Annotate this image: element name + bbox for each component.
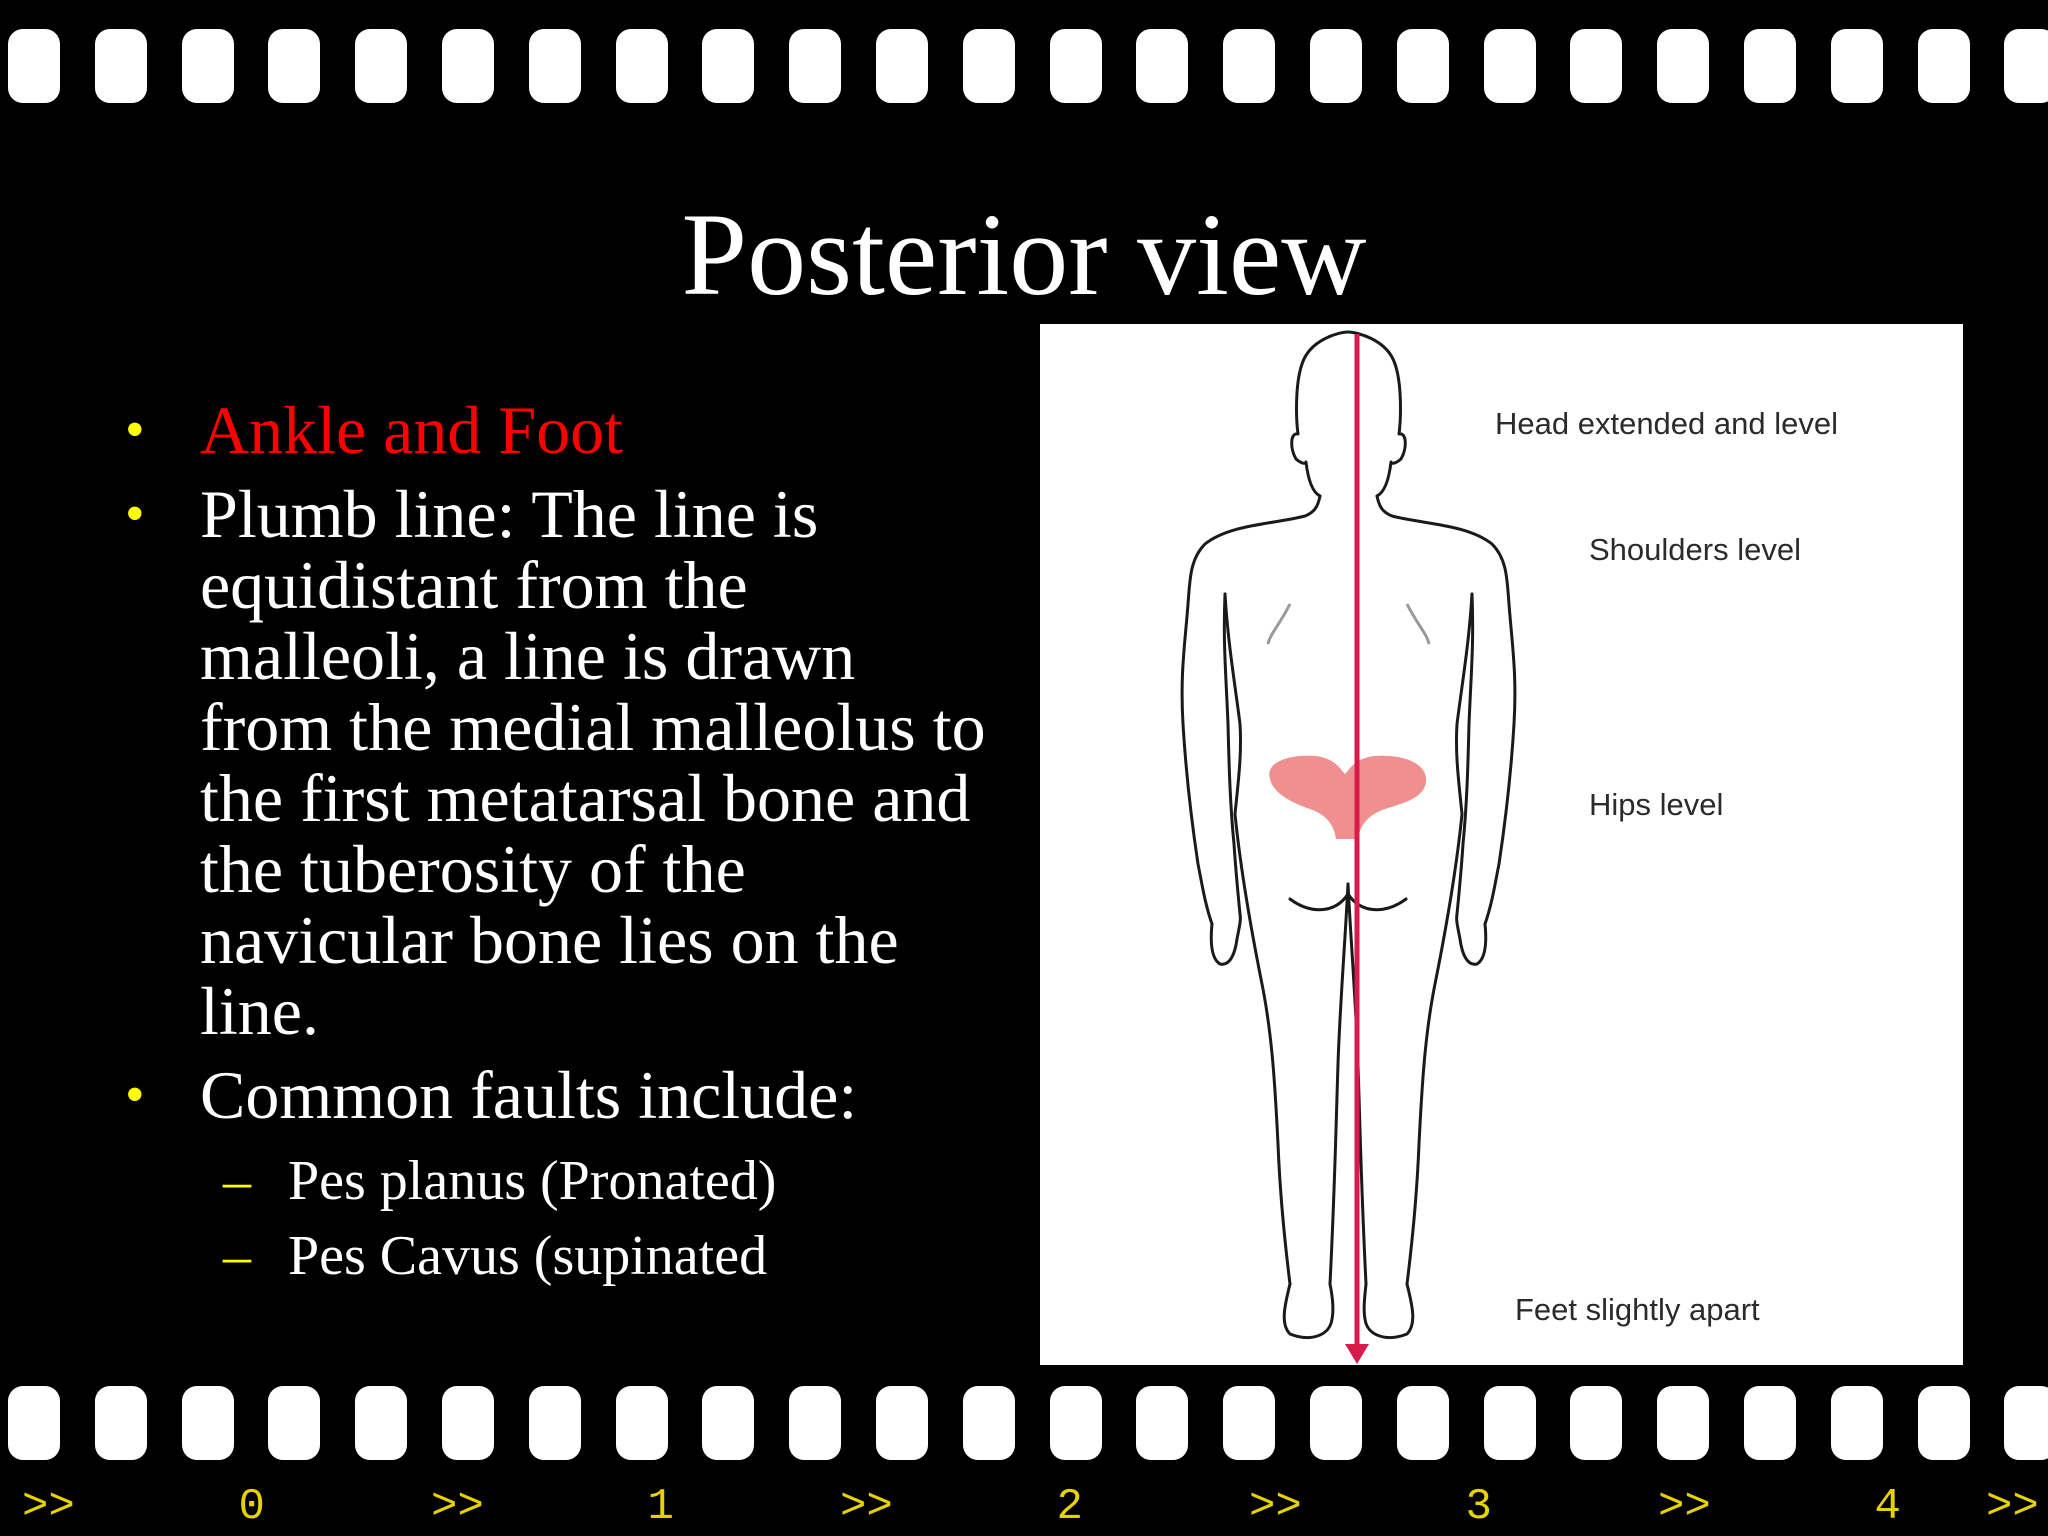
sub-bullet-item [120,1144,1000,1219]
bullet-text-plumb-line: Plumb line: The line is equidistant from the malleoli, a line is drawn from the medial malleolus to the first metatarsal bone and the tuberosity of the navicular bone lies on the line. [200,476,986,1049]
label-head: Head extended and level [1495,406,1838,441]
sprocket-hole [1223,29,1275,103]
body-outline-figure [1040,324,1963,1365]
bullet-item [120,392,1000,468]
bullet-list [120,392,1000,1294]
counter-arrow: >> [1249,1482,1302,1532]
bullet-dot-icon: • [125,1064,145,1126]
sprocket-hole [1397,1386,1449,1460]
sprocket-hole [963,29,1015,103]
counter-number: 2 [1056,1482,1083,1532]
sprocket-hole [268,29,320,103]
sprocket-hole [1484,29,1536,103]
counter-arrow: >> [22,1482,75,1532]
counter-arrow: >> [840,1482,893,1532]
sprocket-hole [1397,29,1449,103]
sprocket-hole [702,1386,754,1460]
dash-icon: – [223,1150,251,1212]
sprocket-hole [2004,1386,2048,1460]
sprocket-hole [268,1386,320,1460]
sprocket-hole [529,29,581,103]
posture-diagram [1040,324,1963,1365]
sprocket-hole [1223,1386,1275,1460]
sprocket-hole [8,29,60,103]
sprocket-hole [442,29,494,103]
scapula-lines [1268,604,1429,644]
sprocket-hole [963,1386,1015,1460]
counter-arrow: >> [431,1482,484,1532]
film-frame-counter [0,1482,2048,1532]
counter-arrow: >> [1986,1482,2039,1532]
bullet-text-common-faults: Common faults include: [200,1057,858,1133]
sprocket-hole [355,29,407,103]
sprocket-hole [1484,1386,1536,1460]
film-strip-bottom [0,1386,2048,1460]
sprocket-hole [1831,1386,1883,1460]
sprocket-hole [1050,1386,1102,1460]
sprocket-hole [876,29,928,103]
sprocket-hole [616,1386,668,1460]
sprocket-hole [702,29,754,103]
sprocket-hole [8,1386,60,1460]
sprocket-hole [95,1386,147,1460]
sprocket-hole [616,29,668,103]
bullet-dot-icon: • [125,399,145,461]
label-feet: Feet slightly apart [1515,1292,1760,1327]
sprocket-hole [442,1386,494,1460]
bullet-item [120,1057,1000,1133]
sprocket-hole [1570,1386,1622,1460]
dash-icon: – [223,1225,251,1287]
sprocket-hole [182,1386,234,1460]
counter-arrow: >> [1658,1482,1711,1532]
sprocket-hole [1136,29,1188,103]
sprocket-hole [1310,1386,1362,1460]
sprocket-hole [1657,29,1709,103]
label-shoulders: Shoulders level [1589,532,1801,567]
sprocket-hole [1744,29,1796,103]
plumb-line-arrow-icon [1345,1344,1369,1364]
sprocket-hole [2004,29,2048,103]
sprocket-hole [1050,29,1102,103]
sprocket-hole [1136,1386,1188,1460]
sprocket-hole [1310,29,1362,103]
sprocket-hole [789,1386,841,1460]
sprocket-hole [355,1386,407,1460]
sprocket-hole [1744,1386,1796,1460]
sprocket-hole [876,1386,928,1460]
sprocket-hole [1918,29,1970,103]
counter-number: 1 [647,1482,674,1532]
bullet-dot-icon: • [125,483,145,545]
film-strip-top [0,29,2048,103]
label-hips: Hips level [1589,787,1724,822]
sprocket-hole [95,29,147,103]
bullet-text-ankle-foot: Ankle and Foot [200,392,624,468]
sprocket-hole [1918,1386,1970,1460]
sprocket-hole [182,29,234,103]
sprocket-hole [1657,1386,1709,1460]
sprocket-hole [789,29,841,103]
sub-bullet-item [120,1219,1000,1294]
sprocket-hole [529,1386,581,1460]
sub-bullet-pes-planus: Pes planus (Pronated) [288,1150,777,1212]
counter-number: 4 [1874,1482,1901,1532]
counter-number: 3 [1465,1482,1492,1532]
sub-bullet-pes-cavus: Pes Cavus (supinated [288,1225,768,1287]
bullet-item [120,476,1000,1049]
sprocket-hole [1831,29,1883,103]
slide-title: Posterior view [681,189,1367,320]
counter-number: 0 [238,1482,265,1532]
pelvis-highlight [1269,756,1426,839]
sprocket-hole [1570,29,1622,103]
